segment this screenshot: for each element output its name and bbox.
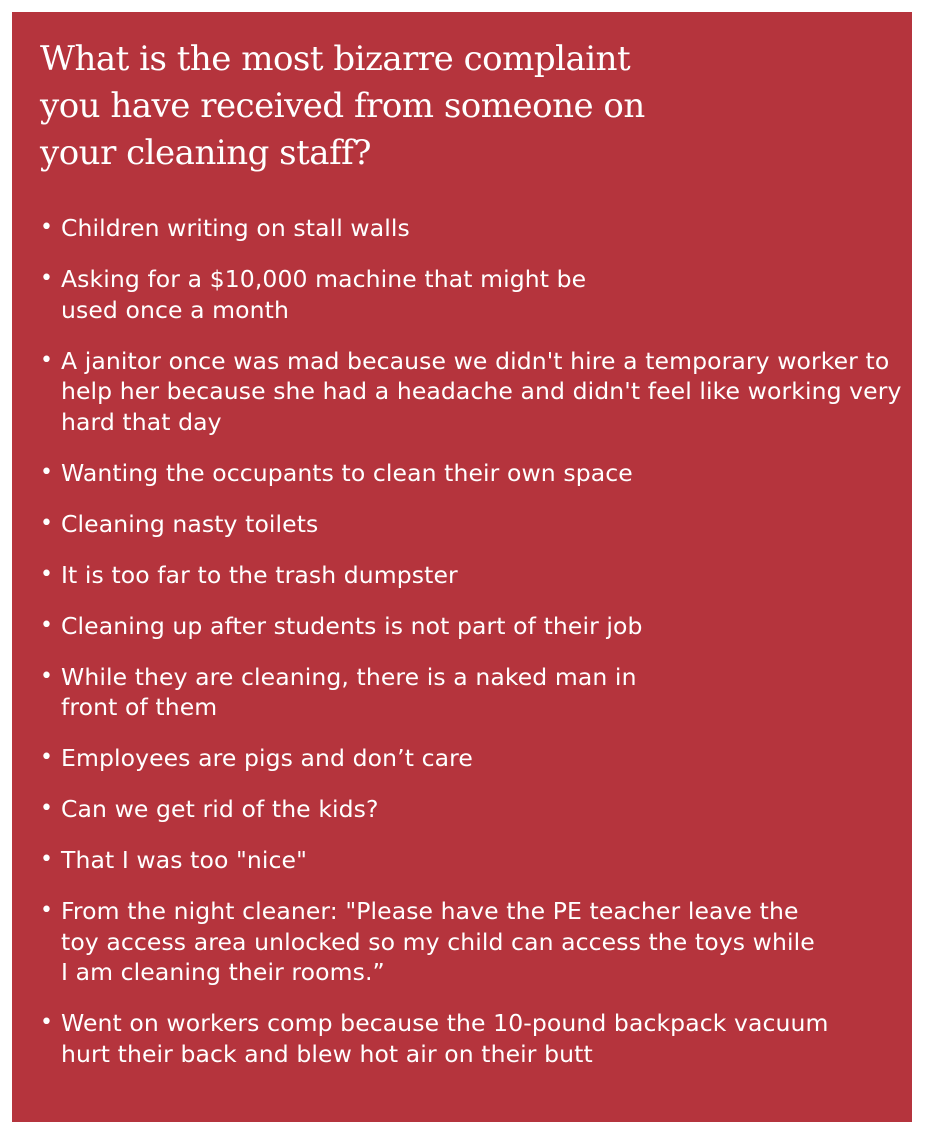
list-item bbox=[40, 845, 561, 876]
list-item-text: Cleaning up after students is not part of their job bbox=[61, 611, 643, 640]
list-item bbox=[40, 794, 561, 825]
list-item bbox=[40, 346, 913, 438]
bullet-icon: • bbox=[40, 612, 54, 638]
bullet-icon: • bbox=[40, 898, 54, 923]
bullet-icon: • bbox=[40, 847, 54, 872]
list-item-text: Employees are pigs and don’t care bbox=[61, 744, 473, 772]
panel-title: What is the most bizarre complaint you have received from someone on your cleaning staff? bbox=[40, 39, 645, 173]
list-item bbox=[40, 560, 621, 591]
list-item-text: A janitor once was mad because we didn't hire a temporary worker to help her because she had a headache and didn't feel like working very hard that day bbox=[61, 346, 902, 436]
bullet-icon: • bbox=[40, 745, 54, 770]
list-item bbox=[40, 896, 821, 988]
list-item-text: Wanting the occupants to clean their own space bbox=[61, 458, 633, 487]
list-item bbox=[40, 1008, 881, 1069]
list-item-text: Children writing on stall walls bbox=[61, 214, 410, 242]
bullet-icon: • bbox=[40, 459, 54, 485]
bullet-icon: • bbox=[40, 266, 54, 291]
list-item-text: Can we get rid of the kids? bbox=[61, 795, 379, 823]
list-item bbox=[40, 662, 661, 723]
list-item bbox=[40, 458, 801, 489]
list-item bbox=[40, 213, 541, 244]
list-item-text: It is too far to the trash dumpster bbox=[61, 560, 458, 589]
bullet-icon: • bbox=[40, 347, 54, 373]
bullet-icon: • bbox=[40, 1010, 54, 1035]
bullet-icon: • bbox=[40, 561, 54, 587]
list-item-text: From the night cleaner: "Please have the PE teacher leave the toy access area unlocked so my child can access the toys while I am cleaning their rooms.” bbox=[61, 897, 815, 986]
list-item-text: Went on workers comp because the 10-pound backpack vacuum hurt their back and blew hot air on their butt bbox=[61, 1009, 829, 1068]
list-item-text: While they are cleaning, there is a naked man in front of them bbox=[61, 662, 637, 721]
list-item bbox=[40, 611, 821, 642]
list-item-text: Cleaning nasty toilets bbox=[61, 509, 319, 538]
complaints-panel bbox=[12, 12, 912, 1122]
list-item bbox=[40, 509, 541, 540]
list-item-text: Asking for a $10,000 machine that might be used once a month bbox=[61, 265, 587, 324]
list-item-text: That I was too "nice" bbox=[61, 846, 308, 874]
bullet-icon: • bbox=[40, 215, 54, 240]
list-item bbox=[40, 743, 661, 774]
complaint-list bbox=[40, 213, 900, 1090]
bullet-icon: • bbox=[40, 796, 54, 821]
bullet-icon: • bbox=[40, 510, 54, 536]
bullet-icon: • bbox=[40, 663, 54, 689]
list-item bbox=[40, 264, 641, 325]
